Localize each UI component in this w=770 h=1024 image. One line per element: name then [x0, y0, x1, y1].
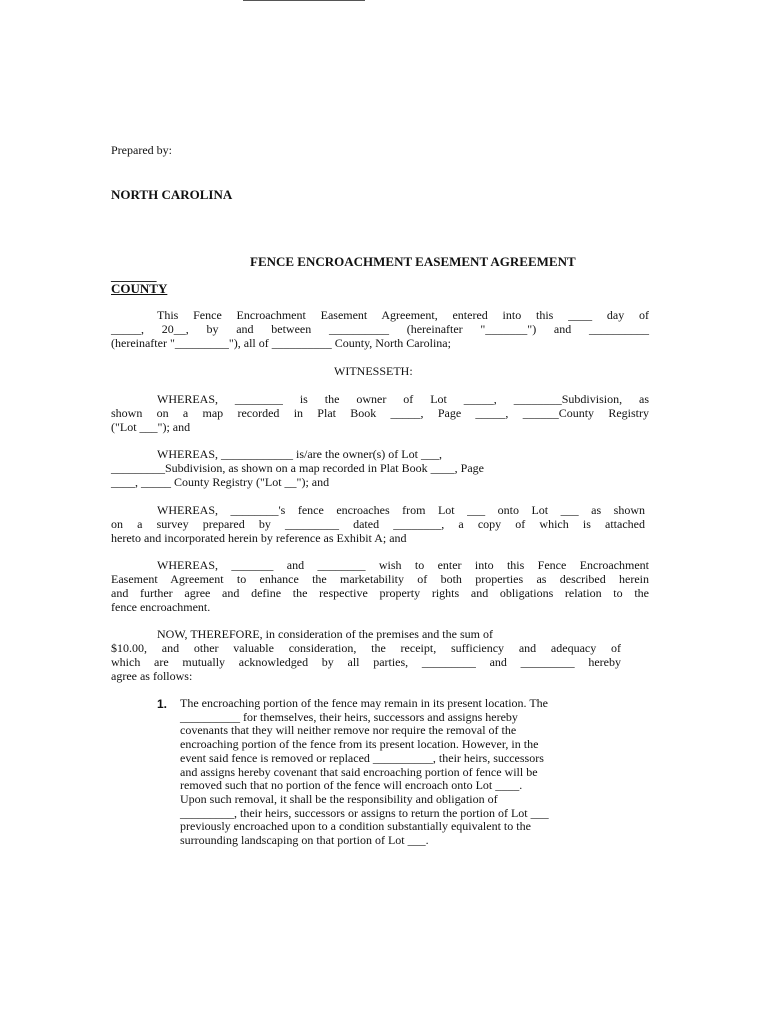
list-item-line: event said fence is removed or replaced __________, their heirs, successors [180, 750, 544, 765]
list-item-line: The encroaching portion of the fence may remain in its present location. The [180, 696, 548, 710]
paragraph-line: WHEREAS, ____________ is/are the owner(s) of Lot ___, [157, 447, 442, 461]
list-item-line: and assigns hereby covenant that said encroaching portion of fence will be [180, 764, 538, 779]
paragraph-line: WHEREAS, ________ is the owner of Lot _____, ________Subdivision, as [157, 392, 649, 406]
whereas-paragraph-2 [111, 447, 591, 489]
paragraph-line: agree as follows: [111, 669, 193, 683]
prepared-by-label: Prepared by: [111, 143, 172, 157]
paragraph-line: ("Lot ___"); and [111, 420, 191, 434]
paragraph-line: ____, _____ County Registry ("Lot __"); and [111, 475, 330, 489]
paragraph-line: fence encroachment. [111, 600, 211, 614]
now-therefore-paragraph [111, 627, 621, 683]
list-item-1 [180, 697, 650, 848]
list-item-line: covenants that they will neither remove nor require the removal of the [180, 723, 517, 738]
paragraph-line: _________Subdivision, as shown on a map recorded in Plat Book ____, Page [111, 461, 484, 475]
paragraph-line: WHEREAS, _______ and ________ wish to enter into this Fence Encroachment [157, 558, 649, 572]
whereas-paragraph-3 [111, 503, 645, 545]
whereas-paragraph-1 [111, 392, 649, 434]
intro-paragraph [111, 308, 649, 350]
paragraph-line: on a survey prepared by _________ dated ________, a copy of which is attached [111, 517, 645, 531]
paragraph-line: Easement Agreement to enhance the marketability of both properties as described herein [111, 572, 649, 586]
paragraph-line: shown on a map recorded in Plat Book _____, Page _____, ______County Registry [111, 406, 649, 420]
list-item-line: __________ for themselves, their heirs, successors and assigns hereby [180, 709, 518, 724]
document-title: FENCE ENCROACHMENT EASEMENT AGREEMENT [250, 254, 576, 269]
list-item-line: _________, their heirs, successors or assigns to return the portion of Lot ___ [180, 805, 549, 820]
paragraph-line: NOW, THEREFORE, in consideration of the premises and the sum of [157, 627, 493, 641]
paragraph-line: and further agree and define the respective property rights and obligations relation to the [111, 586, 649, 600]
paragraph-line: This Fence Encroachment Easement Agreement, entered into this ____ day of [157, 308, 649, 322]
paragraph-line: _____, 20__, by and between __________ (hereinafter "_______") and __________ [111, 322, 649, 336]
witnesseth-heading: WITNESSETH: [334, 364, 413, 378]
paragraph-line: hereto and incorporated herein by reference as Exhibit A; and [111, 531, 407, 545]
county-heading: COUNTY [111, 281, 168, 296]
list-item-line: Upon such removal, it shall be the responsibility and obligation of [180, 791, 498, 806]
state-heading: NORTH CAROLINA [111, 187, 233, 202]
paragraph-line: (hereinafter "_________"), all of __________ County, North Carolina; [111, 336, 451, 350]
paragraph-line: $10.00, and other valuable consideration, the receipt, sufficiency and adequacy of [111, 641, 621, 655]
list-item-line: removed such that no portion of the fence will encroach onto Lot ____. [180, 778, 523, 793]
whereas-paragraph-4 [111, 558, 649, 614]
list-item-line: previously encroached upon to a condition substantially equivalent to the [180, 819, 531, 834]
list-item-line: surrounding landscaping on that portion of Lot ___. [180, 833, 429, 848]
paragraph-line: WHEREAS, ________'s fence encroaches from Lot ___ onto Lot ___ as shown [157, 503, 645, 517]
list-item-line: encroaching portion of the fence from its present location. However, in the [180, 737, 539, 752]
paragraph-line: which are mutually acknowledged by all parties, _________ and _________ hereby [111, 655, 621, 669]
list-item-number: 1. [157, 697, 168, 711]
county-blank: _______ [111, 268, 157, 283]
top-rule [243, 0, 365, 1]
